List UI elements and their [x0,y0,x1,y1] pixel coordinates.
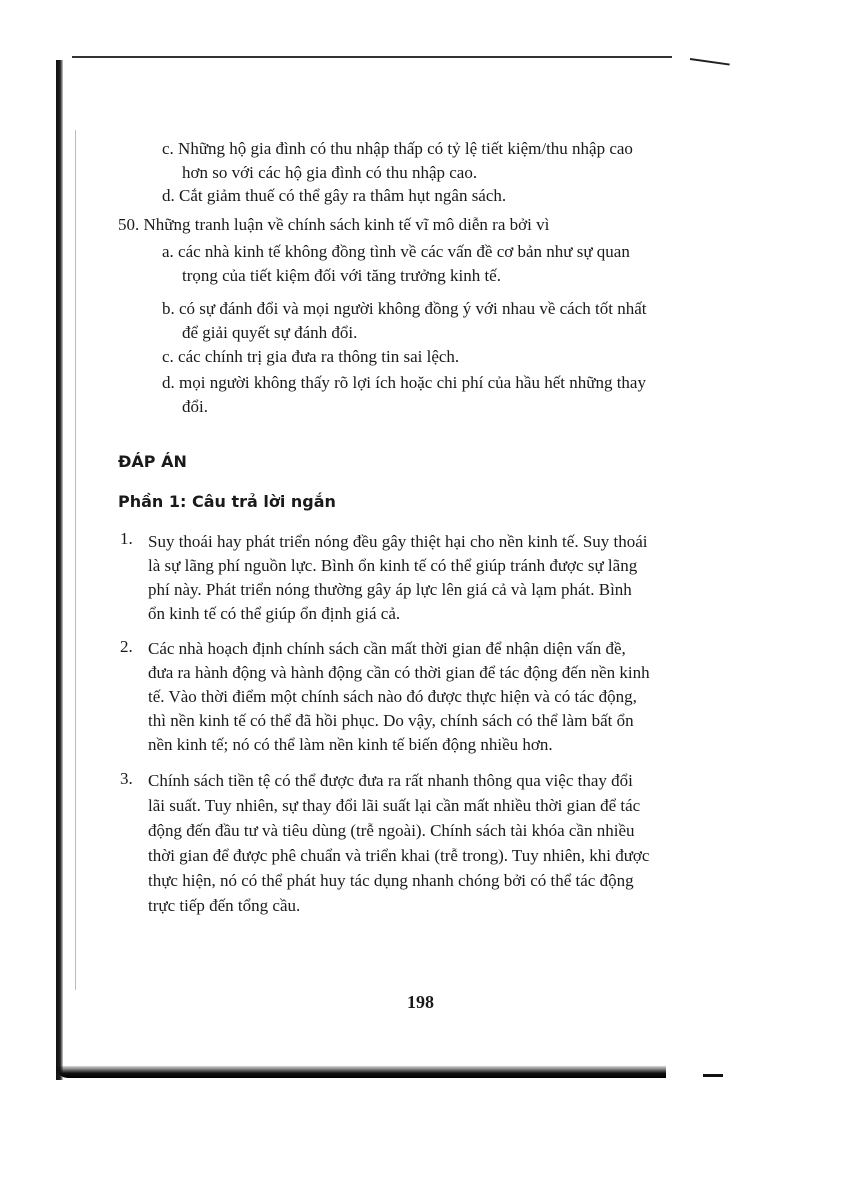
scan-edge-bottom [56,1066,666,1078]
option-c-line-1: c. Những hộ gia đình có thu nhập thấp có tỷ lệ tiết kiệm/thu nhập cao [162,139,633,158]
answer-3-line-3: động đến đầu tư và tiêu dùng (trễ ngoài). Chính sách tài khóa cần nhiều [148,821,635,840]
question-50-stem: 50. Những tranh luận về chính sách kinh tế vĩ mô diễn ra bởi vì [118,215,550,234]
option-d-line: d. Cắt giảm thuế có thể gây ra thâm hụt ngân sách. [162,186,507,205]
q50-option-a-line-2: trọng của tiết kiệm đối với tăng trưởng kinh tế. [182,266,501,285]
scan-edge-bottom-mark [703,1074,723,1077]
option-c-line-2: hơn so với các hộ gia đình có thu nhập cao. [182,163,478,182]
page-number: 198 [407,992,434,1012]
answer-2-line-2: đưa ra hành động và hành động cần có thời gian để tác động đến nền kinh [148,663,650,682]
q50-option-c-line: c. các chính trị gia đưa ra thông tin sai lệch. [162,347,460,366]
answer-2-line-4: thì nền kinh tế có thể đã hồi phục. Do vậy, chính sách có thể làm bất ổn [148,711,634,730]
answer-3-line-2: lãi suất. Tuy nhiên, sự thay đổi lãi suất lại cần mất nhiều thời gian để tác [148,796,641,815]
answer-3-line-1: Chính sách tiền tệ có thể được đưa ra rất nhanh thông qua việc thay đổi [148,771,633,790]
answer-2-line-1: Các nhà hoạch định chính sách cần mất thời gian để nhận diện vấn đề, [148,639,626,658]
answer-3-line-5: thực hiện, nó có thể phát huy tác dụng nhanh chóng bởi có thể tác động [148,871,634,890]
answer-2-line-3: tế. Vào thời điểm một chính sách nào đó được thực hiện và có tác động, [148,687,637,706]
q50-option-d-line-1: d. mọi người không thấy rõ lợi ích hoặc chi phí của hầu hết những thay [162,373,646,392]
answer-3-line-4: thời gian để được phê chuẩn và triển khai (trễ trong). Tuy nhiên, khi được [148,846,650,865]
answer-3-line-6: trực tiếp đến tổng cầu. [148,896,301,915]
scan-edge-top-corner [690,58,730,66]
q50-option-b-line-2: để giải quyết sự đánh đổi. [182,323,358,342]
answer-1-line-2: là sự lãng phí nguồn lực. Bình ổn kinh tế có thể giúp tránh được sự lãng [148,556,638,575]
answers-heading: ĐÁP ÁN [118,452,187,471]
answer-1-line-1: Suy thoái hay phát triển nóng đều gây thiệt hại cho nền kinh tế. Suy thoái [148,532,648,551]
answer-1-number: 1. [120,529,133,548]
scan-edge-left-faint [75,130,76,990]
scan-edge-top [72,56,672,58]
q50-option-d-line-2: đổi. [182,397,208,416]
part-1-heading: Phần 1: Câu trả lời ngắn [118,492,336,511]
answer-1-line-3: phí này. Phát triển nóng thường gây áp lực lên giá cả và lạm phát. Bình [148,580,632,599]
scan-edge-left [56,60,63,1080]
answer-3-number: 3. [120,769,133,788]
answer-2-line-5: nền kinh tế; nó có thể làm nền kinh tế biến động nhiều hơn. [148,735,553,754]
q50-option-a-line-1: a. các nhà kinh tế không đồng tình về các vấn đề cơ bản như sự quan [162,242,630,261]
q50-option-b-line-1: b. có sự đánh đổi và mọi người không đồng ý với nhau về cách tốt nhất [162,299,647,318]
answer-1-line-4: ổn kinh tế có thể giúp ổn định giá cả. [148,604,401,623]
answer-2-number: 2. [120,637,133,656]
